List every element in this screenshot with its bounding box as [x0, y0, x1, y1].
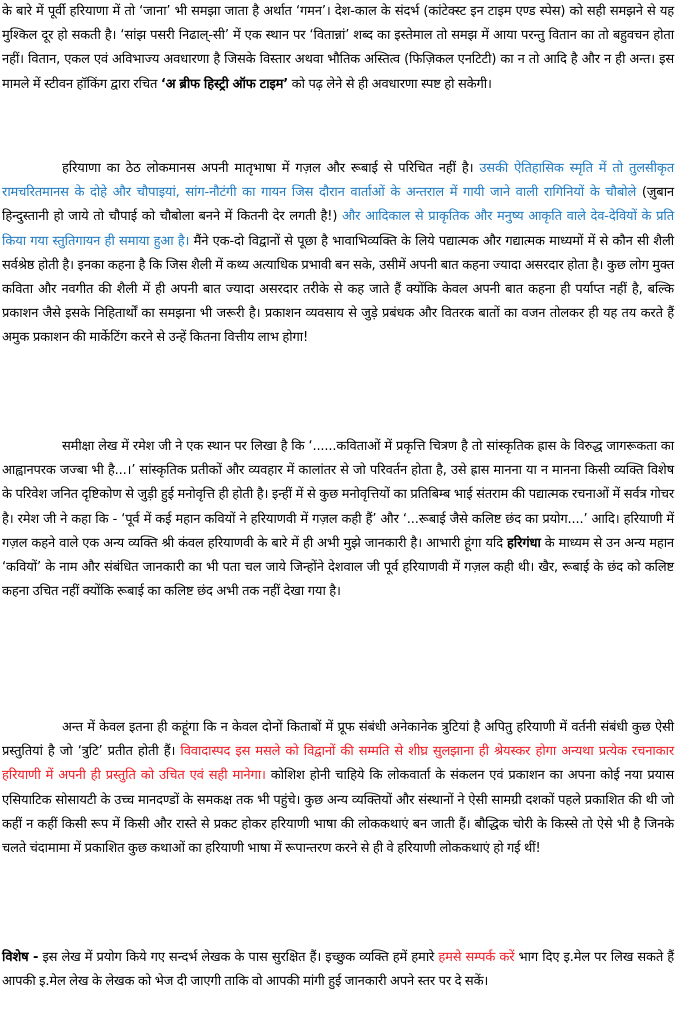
paragraph-2-text-e: मैंने एक-दो विद्वानों से पूछा है भावाभिव्यक्ति के लिये पद्यात्मक और गद्यात्मक माध्यमों में से कौन सी शैली सर्वश्रेष्ठ होती है। इनका कहना है कि जिस शैली में कथ्य अत्याधिक प्रभावी बन सके, उसीमें अपनी बात कहना ज्यादा असरदार होता है। कुछ लोग मुक्त कविता और नवगीत की शैली में ही अपनी बात ज्यादा असरदार तरीके से कह जाते हैं क्योंकि केवल अपनी बात कहना ही पर्याप्त नहीं है, बल्कि प्रकाशन जैसे इसके निहितार्थों का समझना भी जरूरी है। प्रकाशन व्यवसाय से जुड़े प्रबंधक और वितरक बातों का वजन तोलकर ही यह तय करते हैं अमुक प्रकाशन की मार्केटिंग करने से उन्हें कितना वित्तीय लाभ होगा! — [2, 233, 674, 346]
paragraph-4-text-a: अन्त में केवल इतना ही कहूंगा कि न केवल दोनों किताबों में प्रूफ संबंधी अनेकानेक त्रुटियां है अपितु हरियाणी में वर्तनी संबंधी कुछ ऐसी प्रस्तुतियां है जो ‘त्रुटि’ प्रतीत होती हैं। — [2, 720, 674, 760]
special-note-text-c: भाग दिए इ.मेल पर लिख सकते हैं आपकी इ.मेल लेख के लेखक को भेज दी जाएगी ताकि वो आपकी मांगी हुई जानकारी अपने स्तर पर दे सकें। — [2, 950, 675, 990]
paragraph-2 — [2, 157, 674, 351]
paragraph-1-text-a: के बारे में पूर्वी हरियाणा में तो ‘जाना’ भी समझा जाता है अर्थात ‘गमन’। देश-काल के संदर्भ (कांटेक्स्ट इन टाइम एण्ड स्पेस) को सही समझने से यह मुश्किल दूर हो सकती है। ‘सांझ पसरी निढाल्-सी’ में एक स्थान पर ‘वितान्नां’ शब्द का इस्तेमाल तो समझ में आया परन्तु वितान का तो बहुवचन होता नहीं। वितान, एकल एवं अविभाज्य अवधारणा है जिसके विस्तार अथवा भौतिक अस्तित्व (फिज़िकल एनटिटी) का न तो आदि है और न ही अन्त। इस मामले में स्टीवन हॉकिंग द्वारा रचित — [2, 4, 674, 92]
special-note — [2, 946, 674, 994]
paragraph-3 — [2, 435, 674, 604]
paragraph-2-text-c: (ज़ुबान हिन्दुस्तानी हो जाये तो चौपाई को चौबोला बनने में कितनी देर लगती है!) — [2, 185, 674, 225]
paragraph-3-text-a: समीक्षा लेख में रमेश जी ने एक स्थान पर लिखा है कि ‘......कविताओं में प्रकृत्ति चित्रण है तो सांस्कृतिक ह्रास के विरुद्ध जागरूकता का आह्वानपरक जज्बा भी है...।’ सांस्कृतिक प्रतीकों और व्यवहार में कालांतर से जो परिवर्तन होता है, उसे ह्रास मानना या न मानना किसी व्यक्ति विशेष के परिवेश जनित दृष्टिकोण से जुड़ी हुई मनोवृत्ति ही होती है। इन्हीं में से कुछ मनोवृत्तियों का प्रतिबिम्ब भाई संतराम की पद्यात्मक रचनाओं में सर्वत्र गोचर है। रमेश जी ने कहा कि - ‘पूर्व में कई महान कवियों ने हरियाणवी में गज़ल कही हैं’ और ‘...रूबाई जैसे कलिष्ट छंद का प्रयोग....’ आदि। हरियाणी में गज़ल कहने वाले एक अन्य व्यक्ति श्री कंवल हरियाणवी के बारे में ही अभी मुझे जानकारी है। आभारी हूंगा यदि — [2, 439, 674, 551]
paragraph-3-text-c: के माध्यम से उन अन्य महान ‘कवियों’ के नाम और संबंधित जानकारी का भी पता चल जाये जिन्होंने देशवाल जी पूर्व हरियाणवी में गज़ल कही थी। खैर, रूबाई के छंद को कलिष्ट कहना उचित नहीं क्योंकि रूबाई का कलिष्ट छंद अभी तक नहीं देखा गया है। — [2, 535, 674, 600]
paragraph-4-highlight-red: विवादास्पद इस मसले को विद्वानों की सम्मति से शीघ्र सुलझाना ही श्रेयस्कर होगा अन्यथा प्रत्येक रचनाकार हरियाणी में अपनी ही प्रस्तुति को उचित एवं सही मानेगा। — [2, 744, 674, 784]
contact-us-link[interactable]: हमसे सम्पर्क करें — [438, 950, 515, 965]
special-note-text-a: इस लेख में प्रयोग किये गए सन्दर्भ लेखक के पास सुरक्षित हैं। इच्छुक व्यक्ति हमें हमारे — [38, 950, 439, 965]
paragraph-4 — [2, 716, 674, 861]
special-note-label: विशेष - — [2, 950, 39, 965]
magazine-name-harigandha: हरिगंधा — [507, 535, 541, 551]
book-title-brief-history-of-time: ‘अ ब्रीफ हिस्ट्री ऑफ टाइम’ — [160, 76, 289, 92]
paragraph-2-highlight-blue-2: और आदिकाल से प्राकृतिक और मनुष्य आकृति वाले देव-देवियों के प्रति किया गया स्तुतिगायन ही समाया हुआ है। — [2, 209, 674, 249]
paragraph-1 — [2, 0, 674, 97]
paragraph-4-text-c: कोशिश होनी चाहिये कि लोकवार्ता के संकलन एवं प्रकाशन का अपना कोई नया प्रयास एसियाटिक सोसायटी के उच्च मानदण्डों के समकक्ष तक भी पहुंचे। कुछ अन्य व्यक्तियों और संस्थानों ने ऐसी सामग्री दशकों पहले प्रकाशित की थी जो कहीं न कहीं किसी रूप में किसी और रास्ते से प्रकट होकर हरियाणी भाषा की लोककथाएं बन जाती हैं। बौद्धिक चोरी के किस्से तो ऐसे भी है जिनके चलते चंदामामा में प्रकाशित कुछ कथाओं का हरियाणी भाषा में रूपान्तरण करने से ही वे हरियाणी लोककथाएं हो गई थीं! — [2, 768, 674, 857]
paragraph-2-text-a: हरियाणा का ठेठ लोकमानस अपनी मातृभाषा में गज़ल और रूबाई से परिचित नहीं है। — [62, 161, 480, 176]
paragraph-2-highlight-blue-1: उसकी ऐतिहासिक स्मृति में तो तुलसीकृत रामचरितमानस के दोहे और चौपाइयां, सांग-नौटंगी का गायन जिस दौरान वार्ताओं के अन्तराल में गायी जाने वाली रागिनियों के चौबोले — [2, 161, 674, 201]
paragraph-1-text-c: को पढ़ लेने से ही अवधारणा स्पष्ट हो सकेगी। — [288, 76, 492, 92]
